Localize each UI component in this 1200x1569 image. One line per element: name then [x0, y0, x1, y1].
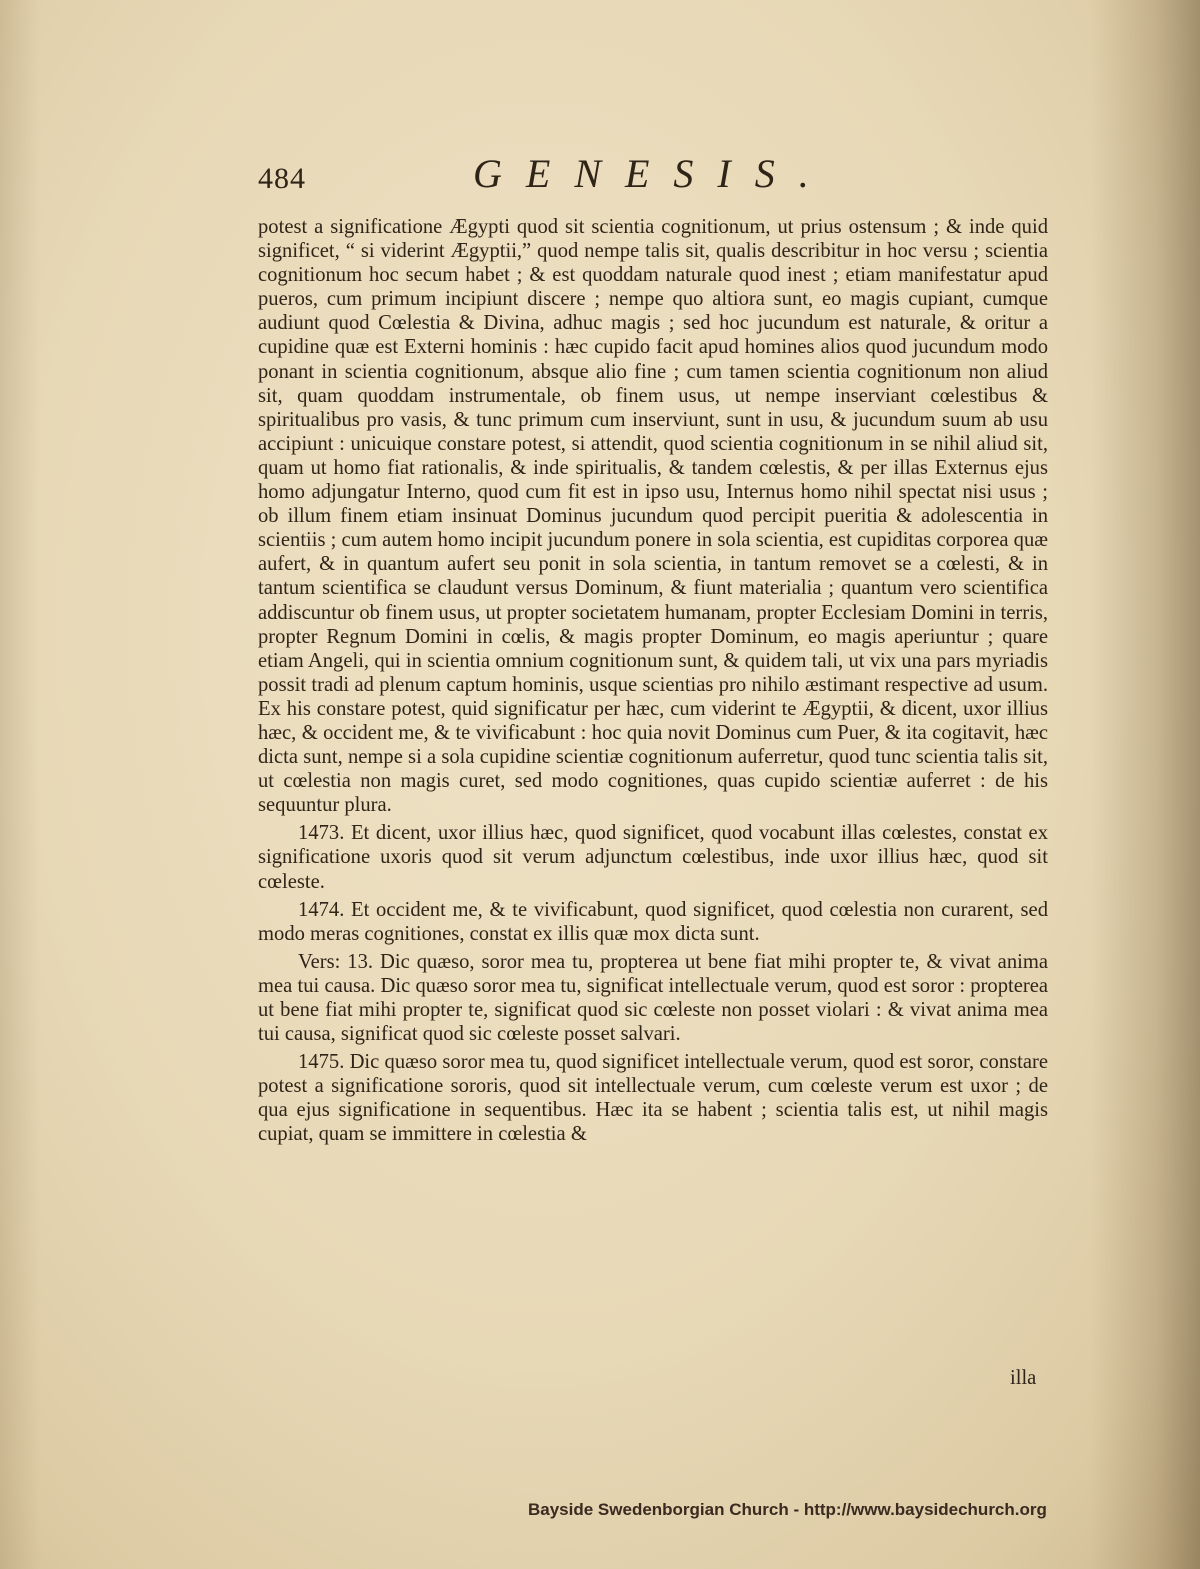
paragraph-1474: 1474. Et occident me, & te vivificabunt, quod significet, quod cœlestia non curarent, sed modo meras cognitiones, constat ex illis quæ mox dicta sunt.: [258, 898, 1048, 945]
body-text: [258, 215, 1048, 1147]
page-header: [258, 150, 1058, 200]
paragraph-continued: potest a significatione Ægypti quod sit scientia cognitionum, ut prius ostensum ; & inde quid significet, “ si viderint Ægyptii,” quod nempe talis sit, qualis describitur in hoc versu ; scientia cognitionum hoc secum habet ; & est quoddam naturale quod inest ; etiam manifestatur apud pueros, cum primum incipiunt discere ; nempe quo altiora sunt, eo magis cupiant, cumque audiunt quod Cœlestia & Divina, adhuc magis ; sed hoc jucundum est naturale, & oritur a cupidine quæ est Externi hominis : hæc cupido facit apud homines alios quod jucundum modo ponant in scientia cognitionum, absque alio fine ; cum tamen scientia cognitionum non aliud sit, quam quoddam instrumentale, ob finem usus, ut nempe inserviant cœlestibus & spiritualibus pro vasis, & tunc primum cum inserviunt, sunt in usu, & jucundum suum ab usu accipiunt : unicuique constare potest, si attendit, quod scientia cognitionum in se nihil aliud sit, quam ut homo fiat rationalis, & inde spiritualis, & tandem cœlestis, & per illas Externus ejus homo adjungatur Interno, quod cum fit est in ipso usu, Internus homo nihil spectat nisi usus ; ob illum finem etiam insinuat Dominus jucundum quod percipit pueritia & adolescentia in scientiis ; cum autem homo incipit jucundum ponere in sola scientia, est cupiditas corporea quæ aufert, & in quantum aufert seu ponit in sola scientia, in tantum removet se a cœlesti, & in tantum scientifica se claudunt versus Dominum, & fiunt materialia ; quantum vero scientifica addiscuntur ob finem usus, ut propter societatem humanam, propter Ecclesiam Domini in terris, propter Regnum Domini in cœlis, & magis propter Dominum, eo magis aperiuntur ; quare etiam Angeli, qui in scientia omnium cognitionum sunt, & quidem tali, ut vix una pars myriadis possit tradi ad plenum captum hominis, usque scientias pro nihilo æstimant respective ad usum. Ex his constare potest, quid significatur per hæc, cum viderint te Ægyptii, & dicent, uxor illius hæc, & occident me, & te vivificabunt : hoc quia novit Dominus cum Puer, & ita cogitavit, hæc dicta sunt, nempe si a sola cupidine scientiæ cognitionum auferretur, quod tunc scientia talis sit, ut cœlestia non magis curet, sed modo cognitiones, quas cupido scientiæ auferret : de his sequuntur plura.: [258, 216, 1048, 817]
page-edge-shadow: [1090, 0, 1200, 1569]
catchword: illa: [1010, 1367, 1037, 1389]
paragraph-1473: 1473. Et dicent, uxor illius hæc, quod significet, quod vocabunt illas cœlestes, constat ex significatione uxoris quod sit verum adjunctum cœlestibus, inde uxor illius hæc, quod sit cœleste.: [258, 822, 1048, 893]
page-number: 484: [258, 162, 306, 195]
paragraph-verse-13: Vers: 13. Dic quæso, soror mea tu, propterea ut bene fiat mihi propter te, & vivat anima mea tui causa. Dic quæso soror mea tu, significat intellectuale verum, quod est soror : propterea ut bene fiat mihi propter te, significat quod sic cœleste non posset violari : & vivat anima mea tui causa, significat quod sic cœleste posset salvari.: [258, 950, 1048, 1046]
paragraph-1475: 1475. Dic quæso soror mea tu, quod significet intellectuale verum, quod est soror, constare potest a significatione sororis, quod sit intellectuale verum, cum cœleste verum est uxor ; de qua ejus significatione in sequentibus. Hæc ita se habent ; scientia talis est, ut nihil magis cupiat, quam se immittere in cœlestia &: [258, 1051, 1048, 1146]
gutter-shadow: [0, 0, 40, 1569]
running-title: GENESIS.: [473, 151, 833, 196]
watermark-text: Bayside Swedenborgian Church - http://www.baysidechurch.org: [528, 1500, 1047, 1519]
